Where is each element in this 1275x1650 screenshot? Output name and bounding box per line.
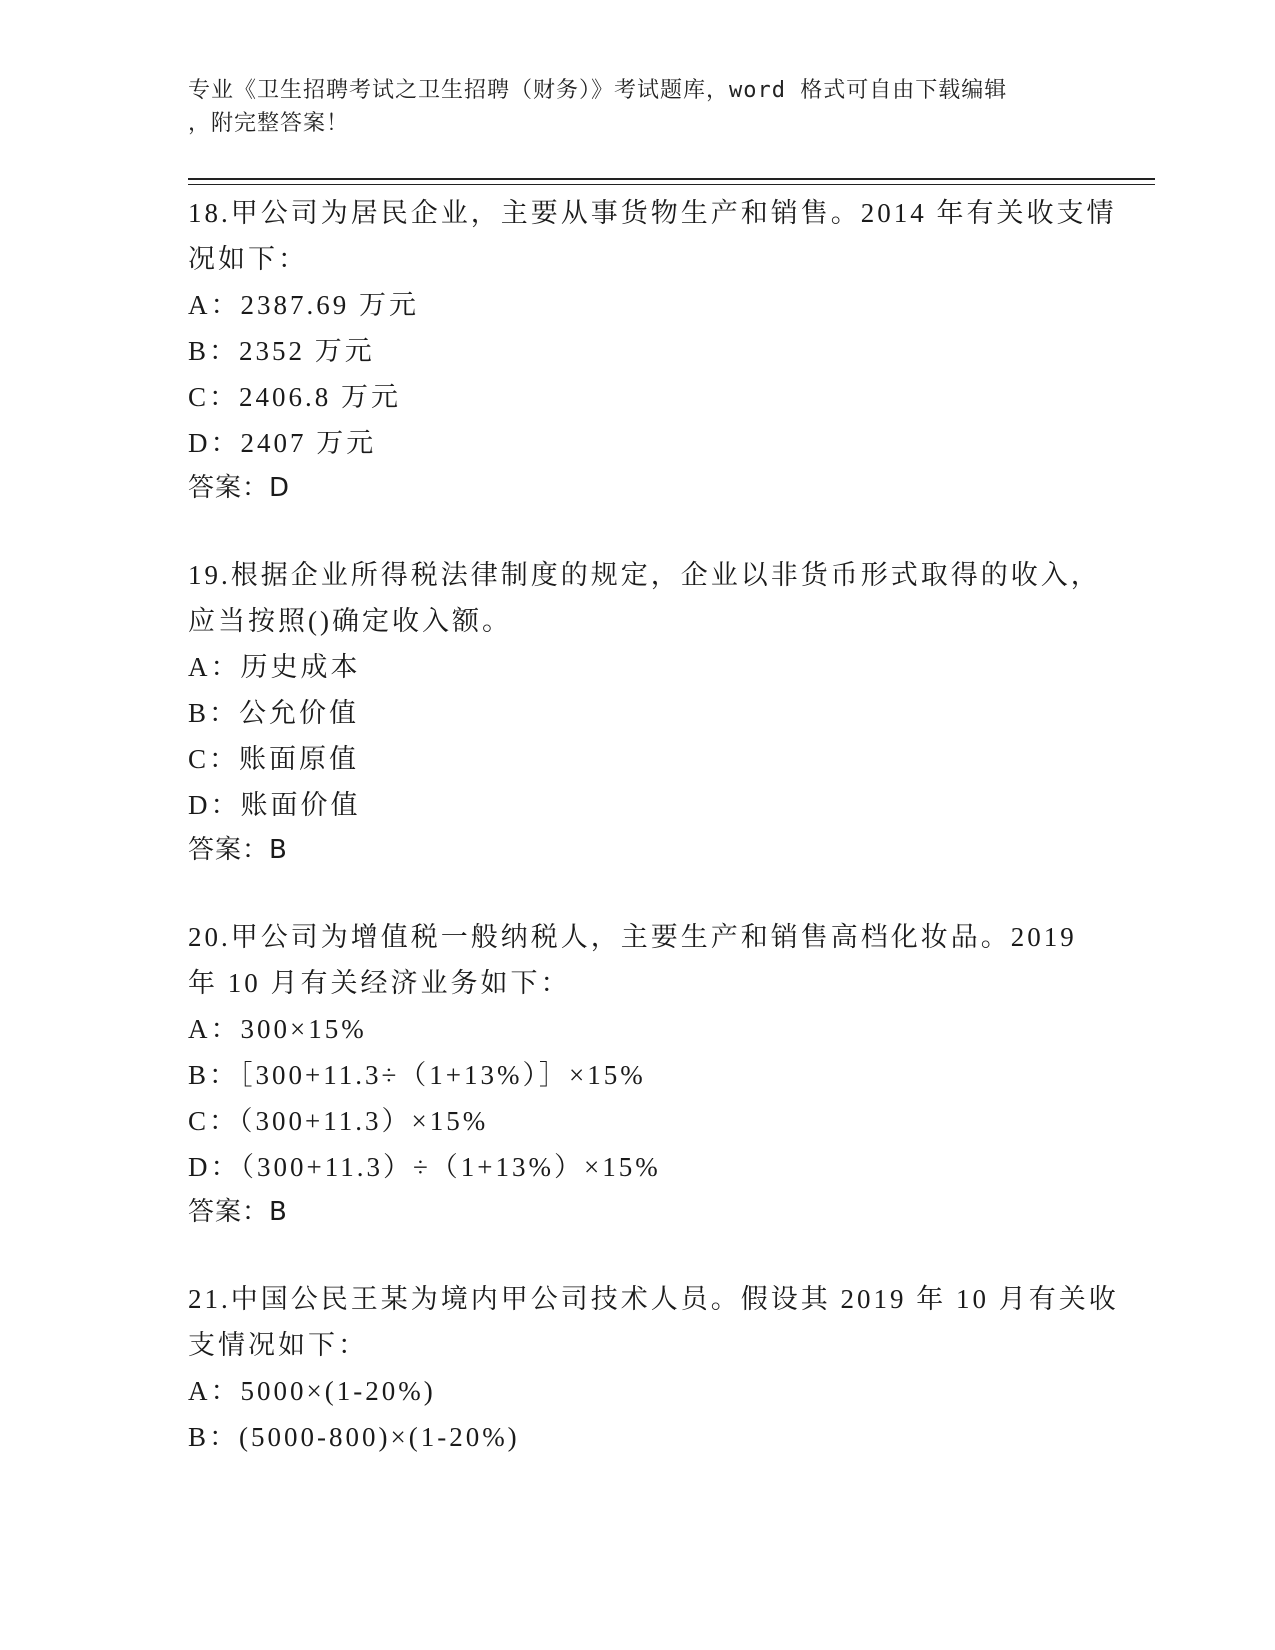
- question-text: 况如下：: [188, 244, 308, 274]
- option-a: A：2387.69 万元: [188, 290, 419, 320]
- question-text: 应当按照()确定收入额。: [188, 606, 512, 636]
- option-a: A：历史成本: [188, 652, 361, 682]
- header-divider-thick: [188, 178, 1155, 180]
- question-text: 19.根据企业所得税法律制度的规定，企业以非货币形式取得的收入，: [188, 560, 1101, 590]
- question-text: 21.中国公民王某为境内甲公司技术人员。假设其 2019 年 10 月有关收: [188, 1284, 1119, 1314]
- answer-line: 答案：B: [188, 1197, 288, 1227]
- question-20: [188, 914, 1128, 1234]
- option-a: A：5000×(1-20%): [188, 1376, 436, 1406]
- answer-line: 答案：B: [188, 835, 288, 865]
- option-c: C：账面原值: [188, 744, 360, 774]
- option-a: A：300×15%: [188, 1014, 367, 1044]
- question-text: 20.甲公司为增值税一般纳税人，主要生产和销售高档化妆品。2019: [188, 922, 1077, 952]
- option-b: B：2352 万元: [188, 336, 375, 366]
- question-18: [188, 190, 1128, 510]
- question-19: [188, 552, 1128, 872]
- question-list: [188, 190, 1128, 1502]
- answer-line: 答案：D: [188, 473, 291, 503]
- document-header: [188, 74, 1088, 140]
- option-b: B：［300+11.3÷（1+13%）］×15%: [188, 1060, 646, 1090]
- option-d: D：2407 万元: [188, 428, 377, 458]
- option-d: D：账面价值: [188, 790, 361, 820]
- option-c: C：（300+11.3）×15%: [188, 1106, 489, 1136]
- header-line-1: 专业《卫生招聘考试之卫生招聘（财务）》考试题库，word 格式可自由下载编辑: [188, 78, 1008, 103]
- option-d: D：（300+11.3）÷（1+13%）×15%: [188, 1152, 661, 1182]
- option-b: B：(5000-800)×(1-20%): [188, 1422, 520, 1452]
- question-text: 年 10 月有关经济业务如下：: [188, 968, 571, 998]
- header-line-2: ，附完整答案！: [188, 111, 350, 136]
- header-divider-thin: [188, 184, 1155, 185]
- option-c: C：2406.8 万元: [188, 382, 402, 412]
- question-text: 18.甲公司为居民企业，主要从事货物生产和销售。2014 年有关收支情: [188, 198, 1117, 228]
- option-b: B：公允价值: [188, 698, 360, 728]
- question-text: 支情况如下：: [188, 1330, 368, 1360]
- question-21: [188, 1276, 1128, 1460]
